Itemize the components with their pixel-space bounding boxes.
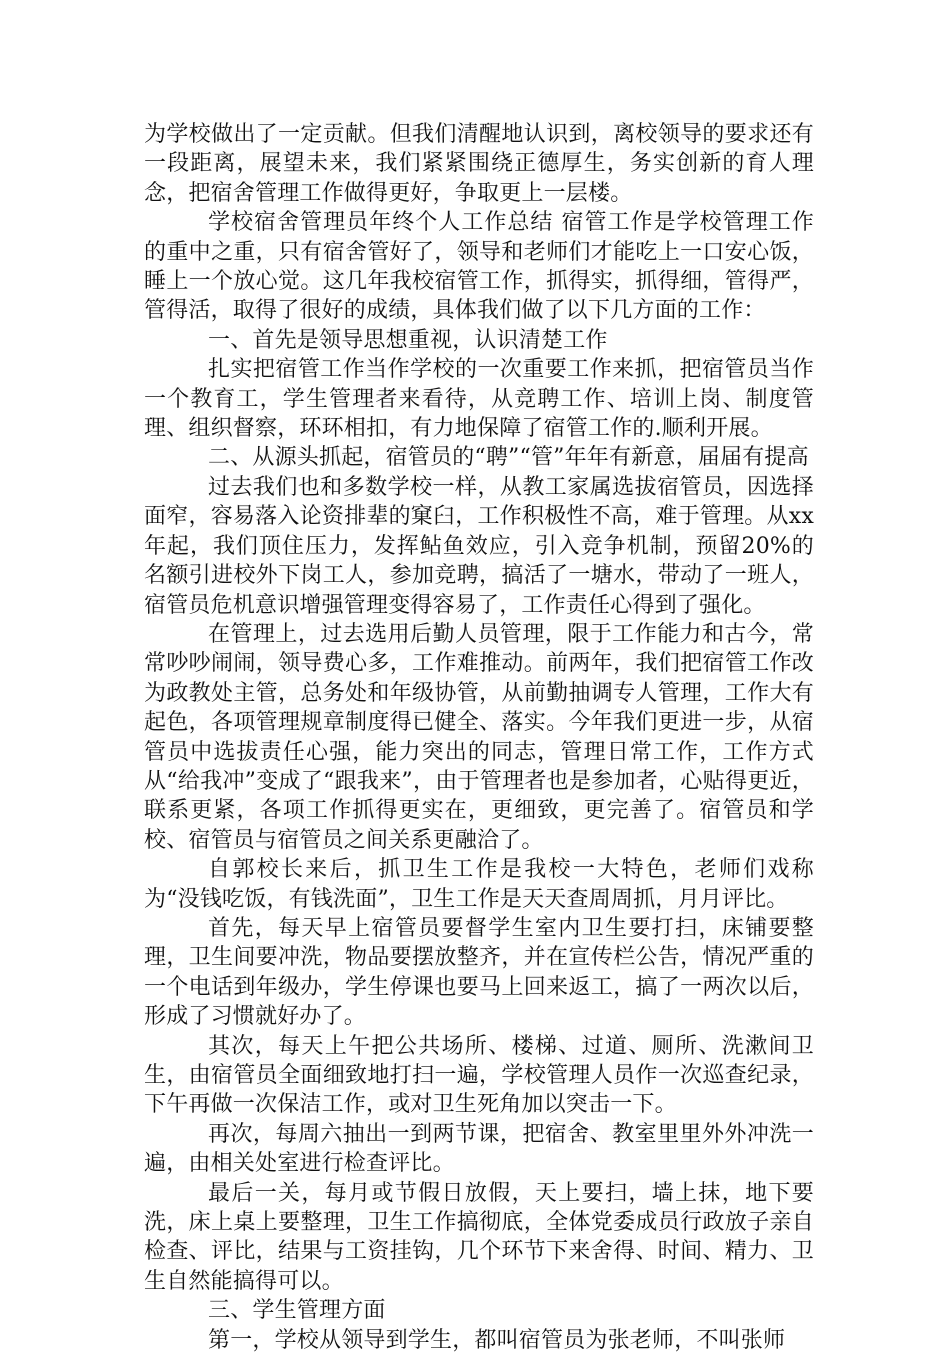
paragraph-student-management: 第一，学校从领导到学生，都叫宿管员为张老师，不叫张师 bbox=[208, 1327, 786, 1353]
section-heading-1: 一、首先是领导思想重视，认识清楚工作 bbox=[208, 327, 608, 353]
paragraph-recruitment: 过去我们也和多数学校一样，从教工家属选拔宿管员，因选择面窄，容易落入论资排辈的窠臼，工作积极性不高，难于管理。从xx年起，我们顶住压力，发挥鲇鱼效应，引入竞争机制，预留20%的名额引进校外下岗工人，参加竞聘，搞活了一塘水，带动了一班人，宿管员危机意识增强管理变得容易了，工作责任心得到了强化。 bbox=[144, 474, 814, 618]
paragraph-hygiene-first: 首先，每天早上宿管员要督学生室内卫生要打扫，床铺要整理，卫生间要冲洗，物品要摆放整齐，并在宣传栏公告，情况严重的一个电话到年级办，学生停课也要马上回来返工，搞了一两次以后，形成了习惯就好办了。 bbox=[144, 915, 814, 1030]
document-body bbox=[144, 120, 814, 1355]
paragraph-hygiene-second: 其次，每天上午把公共场所、楼梯、过道、厕所、洗漱间卫生，由宿管员全面细致地打扫一遍，学校管理人员作一次巡查纪录，下午再做一次保洁工作，或对卫生死角加以突击一下。 bbox=[144, 1033, 814, 1118]
section-heading-2: 二、从源头抓起，宿管员的“聘”“管”年年有新意，届届有提高 bbox=[208, 445, 809, 471]
paragraph-leadership: 扎实把宿管工作当作学校的一次重要工作来抓，把宿管员当作一个教育工，学生管理者来看待，从竞聘工作、培训上岗、制度管理、组织督察，环环相扣，有力地保障了宿管工作的.顺利开展。 bbox=[144, 357, 814, 442]
section-heading-3: 三、学生管理方面 bbox=[208, 1298, 386, 1324]
paragraph-contribution: 为学校做出了一定贡献。但我们清醒地认识到，离校领导的要求还有一段距离，展望未来，我们紧紧围绕正德厚生，务实创新的育人理念，把宿舍管理工作做得更好，争取更上一层楼。 bbox=[144, 122, 814, 206]
paragraph-summary-intro: 学校宿舍管理员年终个人工作总结 宿管工作是学校管理工作的重中之重，只有宿舍管好了，领导和老师们才能吃上一口安心饭，睡上一个放心觉。这几年我校宿管工作，抓得实，抓得细，管得严，管得活，取得了很好的成绩，具体我们做了以下几方面的工作： bbox=[144, 210, 814, 324]
paragraph-hygiene-last: 最后一关，每月或节假日放假，天上要扫，墙上抹，地下要洗，床上桌上要整理，卫生工作搞彻底，全体党委成员行政放子亲自检查、评比，结果与工资挂钩，几个环节下来舍得、时间、精力、卫生自然能搞得可以。 bbox=[144, 1180, 814, 1294]
paragraph-management: 在管理上，过去选用后勤人员管理，限于工作能力和古今，常常吵吵闹闹，领导费心多，工作难推动。前两年，我们把宿管工作改为政教处主管，总务处和年级协管，从前勤抽调专人管理，工作大有起色，各项管理规章制度得已健全、落实。今年我们更进一步，从宿管员中选拔责任心强，能力突出的同志，管理日常工作，工作方式从“给我冲”变成了“跟我来”，由于管理者也是参加者，心贴得更近，联系更紧，各项工作抓得更实在，更细致，更完善了。宿管员和学校、宿管员与宿管员之间关系更融洽了。 bbox=[144, 621, 814, 853]
paragraph-hygiene-third: 再次，每周六抽出一到两节课，把宿舍、教室里里外外冲洗一遍，由相关处室进行检查评比。 bbox=[144, 1121, 814, 1177]
paragraph-hygiene-intro: 自郭校长来后，抓卫生工作是我校一大特色，老师们戏称为“没钱吃饭，有钱洗面”，卫生工作是天天查周周抓，月月评比。 bbox=[144, 857, 814, 912]
